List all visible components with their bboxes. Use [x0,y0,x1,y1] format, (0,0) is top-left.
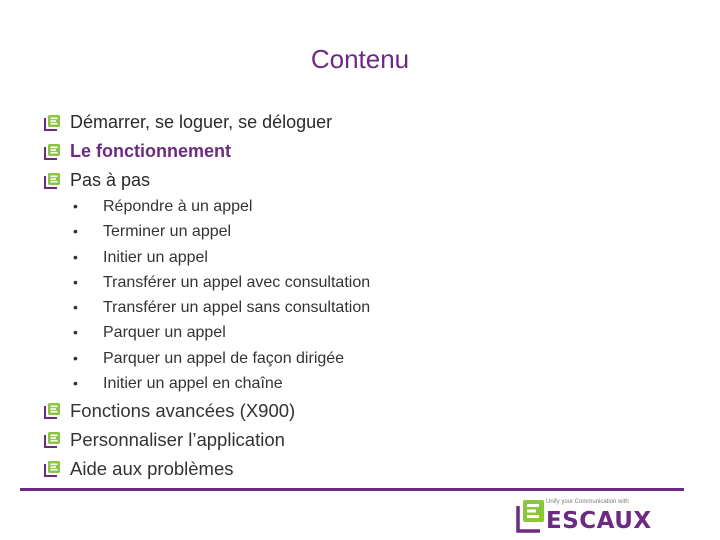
sub-list-item [73,295,371,320]
sub-item-label: Terminer un appel [103,223,232,241]
escaux-e-bullet-icon [44,143,61,160]
bullet-icon: • [73,349,78,366]
list-item [44,166,332,195]
list-item [44,108,332,137]
bullet-icon: • [73,324,78,341]
bullet-icon: • [73,273,78,290]
bullet-icon: • [73,223,78,240]
list-item [44,454,295,483]
sub-item-label: Parquer un appel de façon dirigée [103,349,345,367]
list-item-label: Démarrer, se loguer, se déloguer [70,112,333,132]
escaux-e-bullet-icon [44,172,61,189]
sub-item-label: Initier un appel [103,248,208,266]
sub-list-item [73,346,370,371]
bullet-icon: • [73,248,78,265]
more-list [44,396,295,483]
sub-item-label: Initier un appel en chaîne [103,375,283,393]
escaux-logo-icon [516,499,546,535]
main-list [44,108,332,195]
sub-list-item [73,194,370,219]
escaux-logo [516,497,676,535]
escaux-e-bullet-icon [44,402,61,419]
list-item [44,425,295,454]
bullet-icon: • [73,375,78,392]
list-item-label: Aide aux problèmes [70,457,234,479]
bullet-icon: • [73,299,78,316]
bullet-icon: • [73,198,78,214]
sub-list-item [73,219,370,244]
sub-item-label: Parquer un appel [103,324,226,342]
slide-title-text: Contenu [310,44,410,74]
footer-divider [20,488,684,491]
logo-wordmark: ESCAUX [546,508,652,534]
list-item-label: Pas à pas [70,170,151,190]
list-item-label: Fonctions avancées (X900) [70,399,296,421]
logo-tagline: Unify your Communication with [546,499,629,505]
escaux-e-bullet-icon [44,431,61,448]
sub-list-item [73,371,370,396]
escaux-e-bullet-icon [44,114,61,131]
sub-list [73,194,371,396]
escaux-e-bullet-icon [44,460,61,477]
slide-title [0,44,720,75]
sub-item-label: Transférer un appel sans consultation [103,299,371,317]
list-item-label: Le fonctionnement [70,141,231,161]
sub-item-label: Répondre à un appel [103,198,253,215]
sub-list-item [73,320,370,345]
list-item-label: Personnaliser l’application [70,428,285,450]
sub-item-label: Transférer un appel avec consultation [103,273,371,291]
sub-list-item [73,245,370,270]
list-item [44,396,295,425]
sub-list-item [73,270,371,295]
list-item [44,137,332,166]
